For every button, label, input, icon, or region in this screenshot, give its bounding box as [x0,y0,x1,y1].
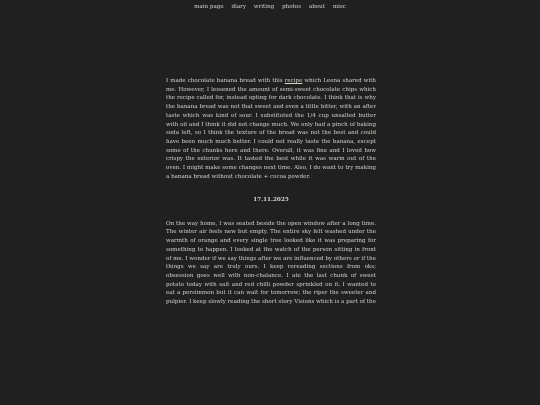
nav-link-writing[interactable]: writing [253,4,275,10]
nav-link-photos[interactable]: photos [282,4,302,10]
nav-link-main-page[interactable]: main page [194,4,224,10]
entry-date-heading: 17.11.2025 [253,196,289,203]
nav-link-misc[interactable]: misc [332,4,346,10]
entry-text-before-link: I made chocolate banana bread with this [166,78,285,84]
top-navigation [0,3,540,12]
entry-text-after-link: which Leena shared with me. However, I lessened the amount of semi-sweet chocolate chips which the recipe called for, instead opting for dark chocolate. I think that is why the banana bread was not that sweet and even a little bitter, with an after taste which was kind of sour. I substituted the 1/4 cup unsalted butter with oil and I think it did not change much. We only had a pinch of baking soda left, so I think the texture of the bread was not the best and could have been much much better. I could not really taste the banana, except some of the chunks here and there. Overall, it was fine and I loved how crispy the exterior was. It tasted the best while it was warm out of the oven. I might make some changes next time. Also, I do want to try making a banana bread without chocolate + cocoa powder. [166,78,376,180]
nav-link-diary[interactable]: diary [231,4,247,10]
nav-link-about[interactable]: about [308,4,326,10]
diary-entry-17-11-2025: On the way home, I was seated beside the open window after a long time. The winter air feels new but empty. The entire sky felt washed under the warmth of orange and every single tree looked like it was preparing for something to happen. I looked at the watch of the person sitting in front of me. I wonder if we say things after we are influenced by others or if the things we say are truly ours. I keep rereading sections from oks; obsession goes well with non-chalance. I ate the last chunk of sweet potato today with salt and red chilli powder sprinkled on it. I wanted to eat a persimmon but it can wait for tomorrow; the riper the sweeter and pulpier. I keep slowly reading the short story Visions which is a part of the [166,220,376,306]
recipe-link[interactable]: recipe [284,78,303,84]
diary-content [166,77,376,307]
diary-entry-banana-bread [166,77,376,182]
